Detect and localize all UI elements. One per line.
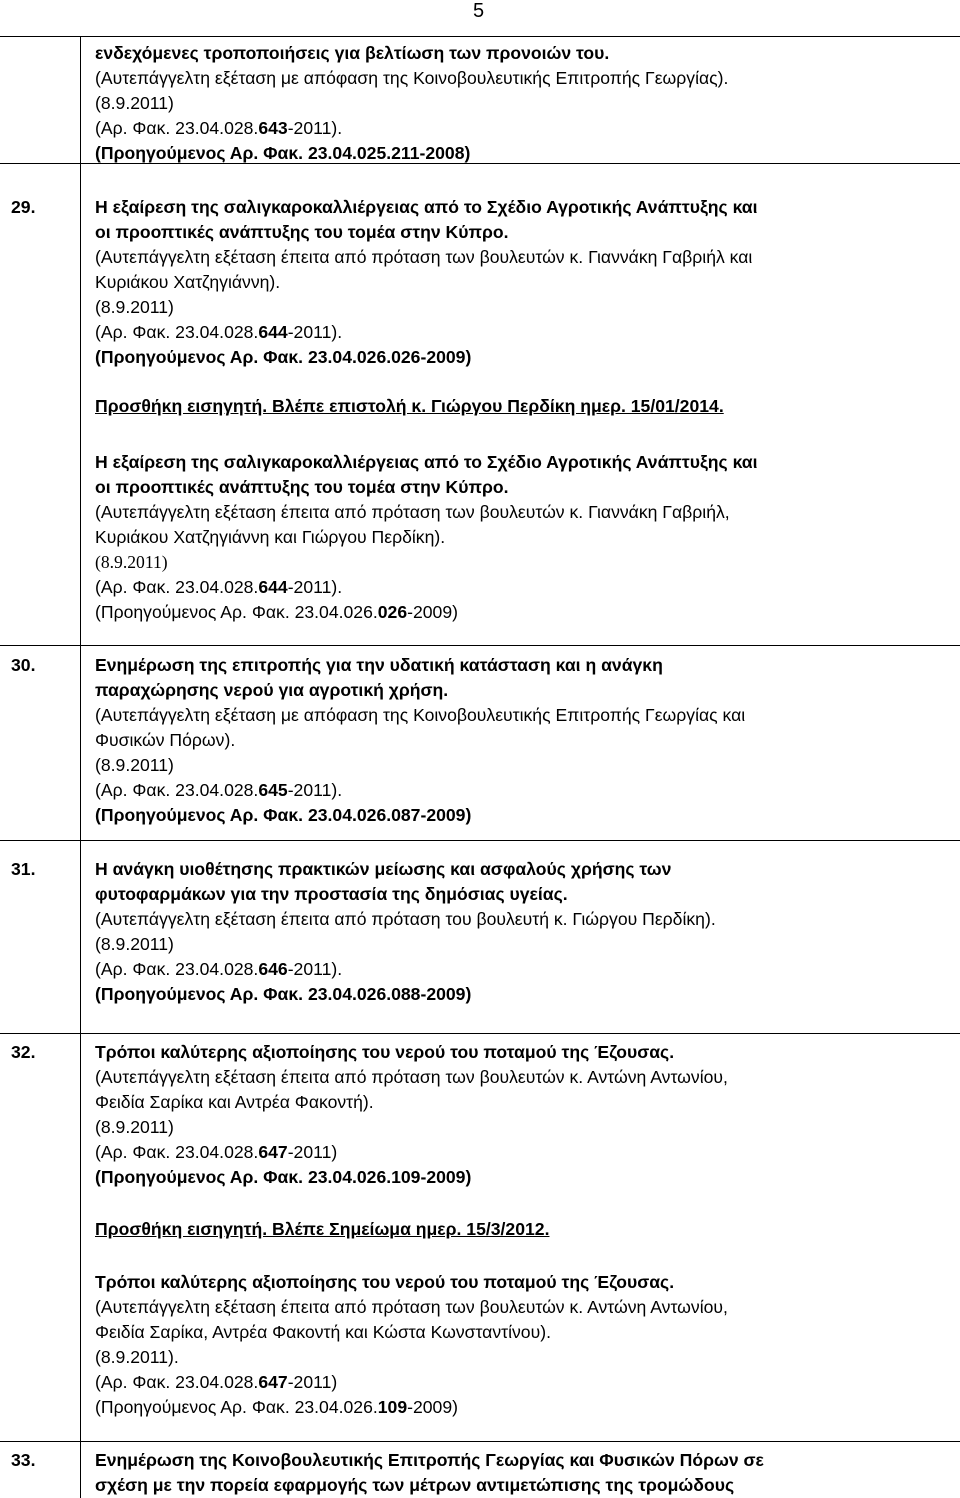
item-30-previous-file: (Προηγούμενος Αρ. Φακ. 23.04.026.087-2009) (95, 805, 472, 825)
item-32-revised-date: (8.9.2011). (95, 1347, 179, 1367)
item-31-title: Η ανάγκη υιοθέτησης πρακτικών μείωσης και ασφαλούς χρήσης των (95, 859, 672, 879)
item-29-revised-note: (Αυτεπάγγελτη εξέταση έπειτα από πρόταση των βουλευτών κ. Γιαννάκη Γαβριήλ, (95, 502, 730, 522)
item-28-note: (Αυτεπάγγελτη εξέταση με απόφαση της Κοινοβουλευτικής Επιτροπής Γεωργίας). (95, 68, 729, 88)
item-30-file: (Αρ. Φακ. 23.04.028.645-2011). (95, 780, 343, 800)
item-30-note-cont: Φυσικών Πόρων). (95, 730, 236, 750)
item-31-note: (Αυτεπάγγελτη εξέταση έπειτα από πρόταση του βουλευτή κ. Γιώργου Περδίκη). (95, 909, 716, 929)
item-28-date: (8.9.2011) (95, 93, 174, 113)
item-29-note-cont: Κυριάκου Χατζηγιάννη). (95, 272, 281, 292)
item-28-text: ενδεχόμενες τροποποιήσεις για βελτίωση των προνοιών του. (95, 43, 610, 63)
item-28-previous-file: (Προηγούμενος Αρ. Φακ. 23.04.025.211-2008) (95, 143, 471, 163)
item-32-revised-note-cont: Φειδία Σαρίκα, Αντρέα Φακοντή και Κώστα Κωνσταντίνου). (95, 1322, 551, 1342)
item-29-revised-note-cont: Κυριάκου Χατζηγιάννη και Γιώργου Περδίκη). (95, 527, 446, 547)
item-32-file: (Αρ. Φακ. 23.04.028.647-2011) (95, 1142, 338, 1162)
item-32-note-cont: Φειδία Σαρίκα και Αντρέα Φακοντή). (95, 1092, 374, 1112)
item-29-date: (8.9.2011) (95, 297, 174, 317)
row-divider (0, 840, 960, 841)
item-28-file: (Αρ. Φακ. 23.04.028.643-2011). (95, 118, 343, 138)
item-number: 31. (11, 859, 36, 879)
item-29-file: (Αρ. Φακ. 23.04.028.644-2011). (95, 322, 343, 342)
page-number: 5 (473, 0, 485, 22)
row-divider (0, 645, 960, 646)
item-32-revised-previous-file: (Προηγούμενος Αρ. Φακ. 23.04.026.109-2009) (95, 1397, 458, 1417)
item-number: 29. (11, 197, 36, 217)
table-column-divider (80, 37, 81, 1498)
item-number: 33. (11, 1450, 36, 1470)
item-33-title: Ενημέρωση της Κοινοβουλευτικής Επιτροπής Γεωργίας και Φυσικών Πόρων σε (95, 1450, 764, 1470)
item-32-note: (Αυτεπάγγελτη εξέταση έπειτα από πρόταση των βουλευτών κ. Αντώνη Αντωνίου, (95, 1067, 728, 1087)
item-32-title: Τρόποι καλύτερης αξιοποίησης του νερού του ποταμού της Έζουσας. (95, 1042, 675, 1062)
item-30-title-cont: παραχώρησης νερού για αγροτική χρήση. (95, 680, 449, 700)
item-31-title-cont: φυτοφαρμάκων για την προστασία της δημόσιας υγείας. (95, 884, 568, 904)
item-30-note: (Αυτεπάγγελτη εξέταση με απόφαση της Κοινοβουλευτικής Επιτροπής Γεωργίας και (95, 705, 746, 725)
item-32-rapporteur-addition: Προσθήκη εισηγητή. Βλέπε Σημείωμα ημερ. 15/3/2012. (95, 1219, 550, 1239)
item-29-revised-file: (Αρ. Φακ. 23.04.028.644-2011). (95, 577, 343, 597)
item-29-rapporteur-addition: Προσθήκη εισηγητή. Βλέπε επιστολή κ. Γιώργου Περδίκη ημερ. 15/01/2014. (95, 396, 724, 416)
item-30-title: Ενημέρωση της επιτροπής για την υδατική κατάσταση και η ανάγκη (95, 655, 663, 675)
item-29-revised-previous-file: (Προηγούμενος Αρ. Φακ. 23.04.026.026-2009) (95, 602, 458, 622)
item-32-date: (8.9.2011) (95, 1117, 174, 1137)
item-31-previous-file: (Προηγούμενος Αρ. Φακ. 23.04.026.088-2009) (95, 984, 472, 1004)
item-29-previous-file: (Προηγούμενος Αρ. Φακ. 23.04.026.026-2009) (95, 347, 472, 367)
row-divider (0, 1441, 960, 1442)
item-29-revised-date: (8.9.2011) (95, 552, 168, 572)
item-29-revised-title: Η εξαίρεση της σαλιγκαροκαλλιέργειας από το Σχέδιο Αγροτικής Ανάπτυξης και (95, 452, 758, 472)
item-29-note: (Αυτεπάγγελτη εξέταση έπειτα από πρόταση των βουλευτών κ. Γιαννάκη Γαβριήλ και (95, 247, 753, 267)
item-29-revised-title-cont: οι προοπτικές ανάπτυξης του τομέα στην Κύπρο. (95, 477, 509, 497)
item-30-date: (8.9.2011) (95, 755, 174, 775)
item-29-title-cont: οι προοπτικές ανάπτυξης του τομέα στην Κύπρο. (95, 222, 509, 242)
item-number: 30. (11, 655, 36, 675)
item-32-revised-file: (Αρ. Φακ. 23.04.028.647-2011) (95, 1372, 338, 1392)
table-border-top (0, 36, 960, 37)
item-32-revised-note: (Αυτεπάγγελτη εξέταση έπειτα από πρόταση των βουλευτών κ. Αντώνη Αντωνίου, (95, 1297, 728, 1317)
item-29-title: Η εξαίρεση της σαλιγκαροκαλλιέργειας από το Σχέδιο Αγροτικής Ανάπτυξης και (95, 197, 758, 217)
item-32-revised-title: Τρόποι καλύτερης αξιοποίησης του νερού του ποταμού της Έζουσας. (95, 1272, 675, 1292)
item-31-file: (Αρ. Φακ. 23.04.028.646-2011). (95, 959, 343, 979)
row-divider (0, 1033, 960, 1034)
item-33-title-cont: σχέση με την πορεία εφαρμογής των μέτρων αντιμετώπισης της τρομώδους (95, 1475, 735, 1495)
item-32-previous-file: (Προηγούμενος Αρ. Φακ. 23.04.026.109-2009) (95, 1167, 472, 1187)
item-31-date: (8.9.2011) (95, 934, 174, 954)
item-number: 32. (11, 1042, 36, 1062)
